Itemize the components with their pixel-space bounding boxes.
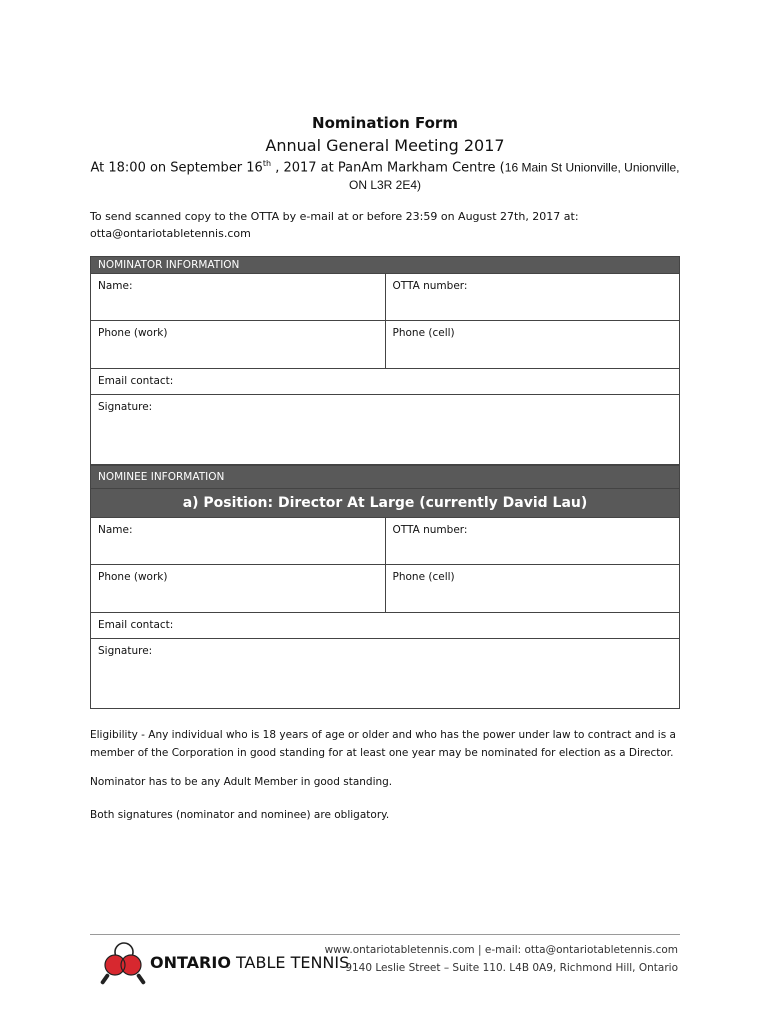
nominator-name-field[interactable] (91, 274, 386, 321)
footer-contact[interactable]: www.ontariotabletennis.com | e-mail: otta@ontariotabletennis.com (324, 944, 678, 956)
nominee-section-header: NOMINEE INFORMATION (91, 466, 680, 489)
submission-instructions: To send scanned copy to the OTTA by e-mail at or before 23:59 on August 27th, 2017 at: (90, 210, 579, 223)
nominator-phone-work-field[interactable] (91, 321, 386, 369)
nominee-phone-cell-label: Phone (cell) (392, 571, 455, 583)
nominator-name-label: Name: (98, 280, 133, 292)
nominee-signature-label: Signature: (98, 645, 153, 657)
meeting-address-line2: ON L3R 2E4) (348, 178, 422, 192)
meeting-address-line1: 16 Main St Unionville, Unionville, (504, 160, 680, 175)
nominee-position-title: a) Position: Director At Large (currently David Lau) (91, 489, 680, 518)
nominator-signature-label: Signature: (98, 401, 153, 413)
nominator-phone-cell-label: Phone (cell) (392, 327, 455, 339)
nominator-email-field[interactable] (91, 369, 680, 395)
form-title: Nomination Form (312, 114, 458, 132)
meeting-date-prefix: At 18:00 on September 16 (90, 160, 263, 176)
nominee-email-label: Email contact: (98, 619, 174, 631)
nominator-rule-note: Nominator has to be any Adult Member in good standing. (90, 776, 393, 788)
submission-email-link[interactable]: otta@ontariotabletennis.com (90, 227, 251, 240)
meeting-date-suffix-sup: th (262, 159, 272, 168)
nominee-signature-field[interactable] (91, 639, 680, 709)
nominee-name-field[interactable] (91, 518, 386, 565)
nominee-otta-field[interactable] (385, 518, 680, 565)
nominator-email-label: Email contact: (98, 375, 174, 387)
logo-wordmark-bold: ONTARIO (150, 953, 231, 972)
nominator-information-table (90, 256, 680, 465)
logo-wordmark-rest: TABLE TENNIS (230, 953, 350, 972)
nominee-name-label: Name: (98, 524, 133, 536)
form-subtitle: Annual General Meeting 2017 (265, 136, 505, 155)
ontario-table-tennis-logo-icon (98, 940, 148, 988)
nominator-otta-label: OTTA number: (392, 280, 468, 292)
nominee-phone-work-label: Phone (work) (98, 571, 168, 583)
meeting-datetime (0, 159, 770, 175)
nominator-phone-cell-field[interactable] (385, 321, 680, 369)
nominee-otta-label: OTTA number: (392, 524, 468, 536)
nominee-information-table (90, 465, 680, 709)
nominator-phone-work-label: Phone (work) (98, 327, 168, 339)
footer-divider (90, 934, 680, 935)
logo-wordmark (150, 953, 349, 972)
signatures-rule-note: Both signatures (nominator and nominee) are obligatory. (90, 809, 390, 821)
nominator-section-header: NOMINATOR INFORMATION (91, 257, 680, 274)
nominee-phone-cell-field[interactable] (385, 565, 680, 613)
nominator-signature-field[interactable] (91, 395, 680, 465)
meeting-venue: , 2017 at PanAm Markham Centre ( (271, 160, 505, 176)
nominee-phone-work-field[interactable] (91, 565, 386, 613)
nominee-email-field[interactable] (91, 613, 680, 639)
eligibility-note: Eligibility - Any individual who is 18 years of age or older and who has the power under law to contract and is a member of the Corporation in good standing for at least one year may be nominated for election as a Director. (90, 729, 676, 759)
nominator-otta-field[interactable] (385, 274, 680, 321)
footer-address: 9140 Leslie Street – Suite 110. L4B 0A9, Richmond Hill, Ontario (345, 962, 678, 974)
